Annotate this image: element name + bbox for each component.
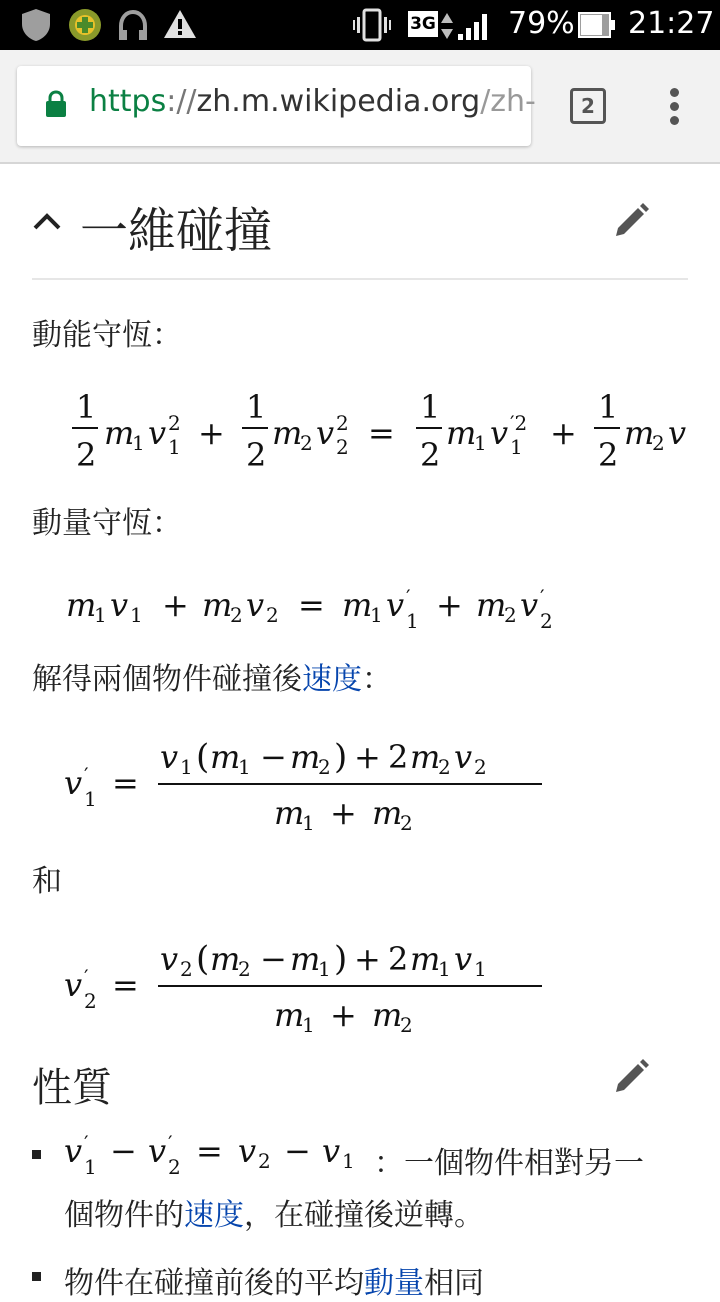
battery-percent: 79% — [508, 6, 575, 41]
bullet1-line2-prefix: 個物件的 — [64, 1198, 184, 1233]
svg-text:2: 2 — [336, 411, 349, 435]
svg-text:′: ′ — [84, 763, 89, 787]
svg-text:m: m — [290, 738, 321, 776]
data-arrows-icon — [440, 12, 454, 40]
svg-text:2: 2 — [336, 435, 349, 459]
properties-title: 性質 — [32, 1065, 112, 1111]
svg-text:2: 2 — [258, 1149, 271, 1173]
svg-text:v: v — [668, 414, 687, 452]
bullet2-suffix: 相同 — [424, 1266, 484, 1301]
headset-icon — [116, 8, 150, 42]
svg-text:′: ′ — [84, 965, 89, 989]
properties-edit-icon[interactable] — [612, 1056, 652, 1096]
svg-text:m: m — [410, 738, 441, 776]
svg-text:1: 1 — [438, 957, 451, 981]
svg-text:2: 2 — [168, 411, 181, 435]
svg-text:1: 1 — [318, 957, 331, 981]
svg-text:=: = — [112, 764, 139, 802]
svg-text:2: 2 — [400, 811, 413, 835]
svg-text:+: + — [330, 794, 357, 832]
svg-text:1: 1 — [474, 957, 487, 981]
kinetic-energy-equation — [64, 384, 720, 474]
svg-text:+: + — [550, 414, 577, 452]
svg-text:′: ′ — [406, 585, 411, 609]
svg-text:=: = — [196, 1132, 223, 1170]
lock-icon — [45, 90, 67, 118]
solve-label-prefix: 解得兩個物件碰撞後 — [32, 662, 302, 697]
velocity-link-2[interactable]: 速度 — [184, 1198, 244, 1233]
chevron-up-icon[interactable] — [32, 210, 62, 232]
svg-text:v: v — [160, 738, 179, 776]
svg-text:+: + — [354, 738, 381, 776]
svg-text:−: − — [260, 738, 287, 776]
svg-text:2: 2 — [388, 940, 409, 978]
svg-text:v: v — [148, 1132, 167, 1170]
svg-text:2: 2 — [238, 957, 251, 981]
svg-text:+: + — [198, 414, 225, 452]
svg-text:(: ( — [196, 737, 210, 777]
svg-text:′: ′ — [84, 1131, 89, 1155]
svg-text:2: 2 — [388, 738, 409, 776]
url-text[interactable] — [89, 84, 536, 119]
svg-text:2: 2 — [168, 1155, 181, 1179]
svg-text:1: 1 — [406, 609, 419, 633]
svg-text:′2: ′2 — [510, 411, 528, 435]
svg-text:=: = — [112, 966, 139, 1004]
svg-text:m: m — [446, 414, 477, 452]
svg-text:−: − — [260, 940, 287, 978]
svg-text:1: 1 — [342, 1149, 355, 1173]
svg-text:v: v — [454, 940, 473, 978]
bullet1-line2 — [64, 1190, 484, 1234]
bullet-marker-2 — [32, 1272, 41, 1281]
svg-text:v: v — [160, 940, 179, 978]
svg-text:2: 2 — [230, 603, 243, 627]
url-separator: :// — [166, 84, 197, 119]
svg-text:): ) — [334, 737, 348, 777]
svg-text:v: v — [64, 966, 83, 1004]
svg-text:′: ′ — [168, 1131, 173, 1155]
bullet-marker — [32, 1150, 41, 1159]
svg-text:1: 1 — [246, 388, 267, 426]
svg-text:2: 2 — [504, 603, 517, 627]
bullet1-text: ：一個物件相對另一 — [374, 1146, 644, 1181]
svg-text:2: 2 — [266, 603, 279, 627]
svg-text:v: v — [490, 414, 509, 452]
solve-label-suffix: ： — [362, 662, 392, 697]
bullet1-line2-suffix: ，在碰撞後逆轉。 — [244, 1198, 484, 1233]
and-label: 和 — [32, 864, 62, 899]
velocity2-equation — [64, 930, 564, 1040]
signal-icon — [458, 8, 492, 42]
svg-text:2: 2 — [540, 609, 553, 633]
svg-text:1: 1 — [132, 431, 145, 455]
svg-text:1: 1 — [598, 388, 619, 426]
relative-velocity-equation — [64, 1128, 374, 1184]
svg-text:2: 2 — [420, 436, 441, 474]
svg-text:v: v — [386, 586, 405, 624]
url-path: /zh- — [480, 84, 536, 119]
bullet2-prefix: 物件在碰撞前後的平均 — [64, 1266, 364, 1301]
battery-icon — [578, 12, 616, 38]
section-title: 一維碰撞 — [80, 203, 273, 259]
svg-text:2: 2 — [300, 431, 313, 455]
svg-text:2: 2 — [474, 755, 487, 779]
svg-text:v: v — [322, 1132, 341, 1170]
svg-text:m: m — [372, 794, 403, 832]
svg-text:m: m — [104, 414, 135, 452]
svg-text:=: = — [368, 414, 395, 452]
url-host: zh.m.wikipedia.org — [196, 84, 481, 119]
svg-text:1: 1 — [94, 603, 107, 627]
warning-icon — [163, 8, 197, 40]
svg-text:+: + — [330, 996, 357, 1034]
browser-toolbar — [0, 50, 720, 164]
vibrate-icon — [353, 8, 391, 42]
svg-text:v: v — [316, 414, 335, 452]
svg-text:1: 1 — [370, 603, 383, 627]
svg-text:2: 2 — [318, 755, 331, 779]
svg-text:m: m — [210, 738, 241, 776]
svg-text:1: 1 — [420, 388, 441, 426]
svg-text:+: + — [162, 586, 189, 624]
svg-text:m: m — [372, 996, 403, 1034]
svg-text:1: 1 — [76, 388, 97, 426]
solve-velocity-label — [32, 654, 392, 698]
svg-text:2: 2 — [246, 436, 267, 474]
velocity-link[interactable]: 速度 — [302, 662, 362, 697]
svg-text:v: v — [64, 764, 83, 802]
status-bar — [0, 0, 720, 50]
svg-text:m: m — [272, 414, 303, 452]
svg-text:2: 2 — [438, 755, 451, 779]
svg-text:m: m — [342, 586, 373, 624]
clock: 21:27 — [628, 6, 715, 41]
svg-text:v: v — [520, 586, 539, 624]
shield-icon — [20, 8, 52, 42]
game-icon — [68, 8, 102, 42]
svg-text:1: 1 — [168, 435, 181, 459]
section-header[interactable] — [32, 190, 688, 280]
url-scheme: https — [89, 84, 167, 119]
svg-text:2: 2 — [76, 436, 97, 474]
svg-text:m: m — [410, 940, 441, 978]
svg-text:m: m — [476, 586, 507, 624]
svg-text:m: m — [66, 586, 97, 624]
bullet2-text — [64, 1258, 484, 1302]
svg-text:1: 1 — [238, 755, 251, 779]
svg-text:v: v — [238, 1132, 257, 1170]
svg-text:2: 2 — [400, 1013, 413, 1037]
svg-text:v: v — [246, 586, 265, 624]
svg-text:+: + — [354, 940, 381, 978]
svg-text:m: m — [202, 586, 233, 624]
svg-text:1: 1 — [302, 811, 315, 835]
svg-text:m: m — [624, 414, 655, 452]
svg-text:v: v — [64, 1132, 83, 1170]
svg-text:1: 1 — [302, 1013, 315, 1037]
svg-text:v: v — [148, 414, 167, 452]
svg-text:1: 1 — [84, 1155, 97, 1179]
svg-text:=: = — [298, 586, 325, 624]
svg-text:1: 1 — [130, 603, 143, 627]
article-content — [0, 166, 720, 1301]
svg-text:(: ( — [196, 939, 210, 979]
svg-text:m: m — [290, 940, 321, 978]
svg-text:): ) — [334, 939, 348, 979]
svg-text:′: ′ — [540, 585, 545, 609]
svg-text:m: m — [210, 940, 241, 978]
kinetic-energy-label: 動能守恆： — [32, 318, 182, 353]
tab-switcher-button[interactable]: 2 — [570, 88, 606, 124]
svg-text:1: 1 — [180, 755, 193, 779]
svg-text:−: − — [284, 1132, 311, 1170]
svg-text:−: − — [110, 1132, 137, 1170]
svg-text:2: 2 — [652, 431, 665, 455]
svg-text:2: 2 — [84, 989, 97, 1013]
svg-text:v: v — [454, 738, 473, 776]
momentum-label: 動量守恆： — [32, 506, 182, 541]
url-bar[interactable] — [17, 66, 536, 146]
svg-text:1: 1 — [84, 787, 97, 811]
svg-text:m: m — [274, 996, 305, 1034]
momentum-equation — [64, 578, 624, 638]
svg-text:2: 2 — [180, 957, 193, 981]
svg-text:1: 1 — [474, 431, 487, 455]
svg-text:2: 2 — [598, 436, 619, 474]
momentum-link[interactable]: 動量 — [364, 1266, 424, 1301]
velocity1-equation — [64, 728, 564, 838]
overflow-menu-icon[interactable] — [662, 88, 686, 128]
svg-text:1: 1 — [510, 435, 523, 459]
svg-text:+: + — [436, 586, 463, 624]
svg-text:m: m — [274, 794, 305, 832]
edit-icon[interactable] — [612, 200, 652, 240]
svg-text:v: v — [110, 586, 129, 624]
network-badge: 3G — [408, 11, 438, 37]
